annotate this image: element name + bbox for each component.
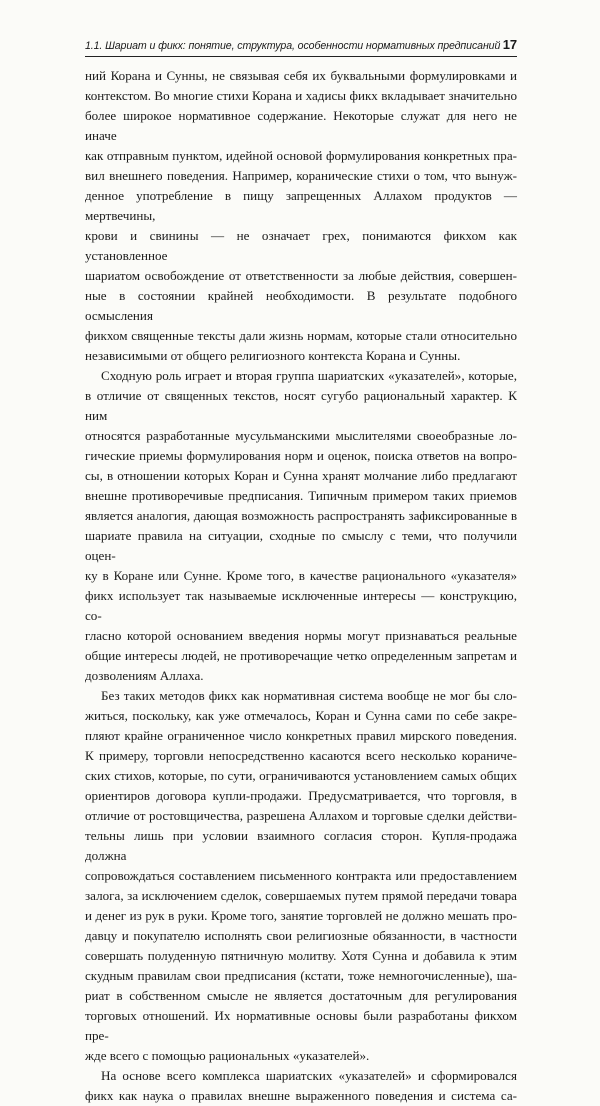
paragraph [85,1066,517,1106]
text-line: фикх использует так называемые исключенные интересы — конструкцию, со- [85,588,517,623]
text-line: фикхом священные тексты дали жизнь нормам, которые стали относительно [85,328,517,343]
text-line: Без таких методов фикх как нормативная система вообще не мог бы сло- [101,688,517,703]
text-line: ориентиров договора купли-продажи. Предусматривается, что торговля, в [85,788,517,803]
page-header [85,37,517,52]
text-line: более широкое нормативное содержание. Некоторые служат для него не иначе [85,108,517,143]
text-line: ских стихов, которые, по сути, ограничиваются установлением самых общих [85,768,517,783]
text-line: ку в Коране или Сунне. Кроме того, в качестве рационального «указателя» [85,568,517,583]
text-line: торговых отношений. Их нормативные основы были разработаны фикхом пре- [85,1008,517,1043]
text-line: фикх как наука о правилах внешне выраженного поведения и система са- [85,1088,517,1103]
text-line: ные в состоянии крайней необходимости. В результате подобного осмысления [85,288,517,323]
paragraph [85,366,517,686]
body-text [85,66,517,1106]
running-title: 1.1. Шариат и фикх: понятие, структура, особенности нормативных предписаний [85,40,501,52]
text-line: совершать полуденную пятничную молитву. Хотя Сунна и добавила к этим [85,948,517,963]
text-line: Сходную роль играет и вторая группа шариатских «указателей», которые, [101,368,517,383]
text-line: скудным правилам свои предписания (кстати, тоже немногочисленные), ша- [85,968,517,983]
text-line: контекстом. Во многие стихи Корана и хадисы фикх вкладывает значительно [85,88,517,103]
text-line: является аналогия, дающая возможность распространять зафиксированные в [85,508,517,523]
text-line: залога, за исключением сделок, совершаемых путем прямой передачи товара [85,888,517,903]
text-line: в отличие от священных текстов, носят сугубо рациональный характер. К ним [85,388,517,423]
text-line: общие интересы людей, не противоречащие четко определенным запретам и [85,648,517,663]
text-line: крови и свинины — не означает грех, понимаются фикхом как установленное [85,228,517,263]
text-line: как отправным пунктом, идейной основой формулирования конкретных пра- [85,148,517,163]
paragraph [85,686,517,1066]
text-line: житься, поскольку, как уже отмечалось, Коран и Сунна сами по себе закре- [85,708,517,723]
text-line: относятся разработанные мусульманскими мыслителями своеобразные ло- [85,428,517,443]
text-line: шариате правила на ситуации, сходные по смыслу с теми, что получили оцен- [85,528,517,563]
header-rule [85,56,517,57]
text-line: сопровождаться составлением письменного контракта или предоставлением [85,868,517,883]
text-line: дозволениям Аллаха. [85,668,204,683]
text-line: ний Корана и Сунны, не связывая себя их буквальными формулировками и [85,68,517,83]
text-line: К примеру, торговли непосредственно касаются всего несколько кораниче- [85,748,517,763]
text-line: и денег из рук в руки. Кроме того, занятие торговлей не должно мешать про- [85,908,517,923]
text-line: гические приемы формулирования норм и оценок, поиска ответов на вопро- [85,448,517,463]
text-line: сы, в отношении которых Коран и Сунна хранят молчание либо предлагают [85,468,517,483]
text-line: шариатом освобождение от ответственности за любые действия, совершен- [85,268,517,283]
text-line: отличие от ростовщичества, разрешена Аллахом и торговые сделки действи- [85,808,517,823]
text-line: риат в собственном смысле не является достаточным для регулирования [85,988,517,1003]
text-line: гласно которой основанием введения нормы могут признаваться реальные [85,628,517,643]
text-line: давцу и покупателю исполнять свои религиозные обязанности, в частности [85,928,517,943]
text-line: жде всего с помощью рациональных «указателей». [85,1048,370,1063]
text-line: На основе всего комплекса шариатских «указателей» и сформировался [101,1068,517,1083]
text-line: внешне противоречивые предписания. Типичным примером таких приемов [85,488,517,503]
text-line: денное употребление в пищу запрещенных Аллахом продуктов — мертвечины, [85,188,517,223]
text-line: тельны лишь при условии взаимного согласия сторон. Купля-продажа должна [85,828,517,863]
paragraph [85,66,517,366]
page-number: 17 [502,37,517,52]
text-line: независимыми от общего религиозного контекста Корана и Сунны. [85,348,461,363]
text-line: пляют крайне ограниченное число конкретных правил мирского поведения. [85,728,517,743]
text-line: вил внешнего поведения. Например, коранические стихи о том, что вынуж- [85,168,517,183]
